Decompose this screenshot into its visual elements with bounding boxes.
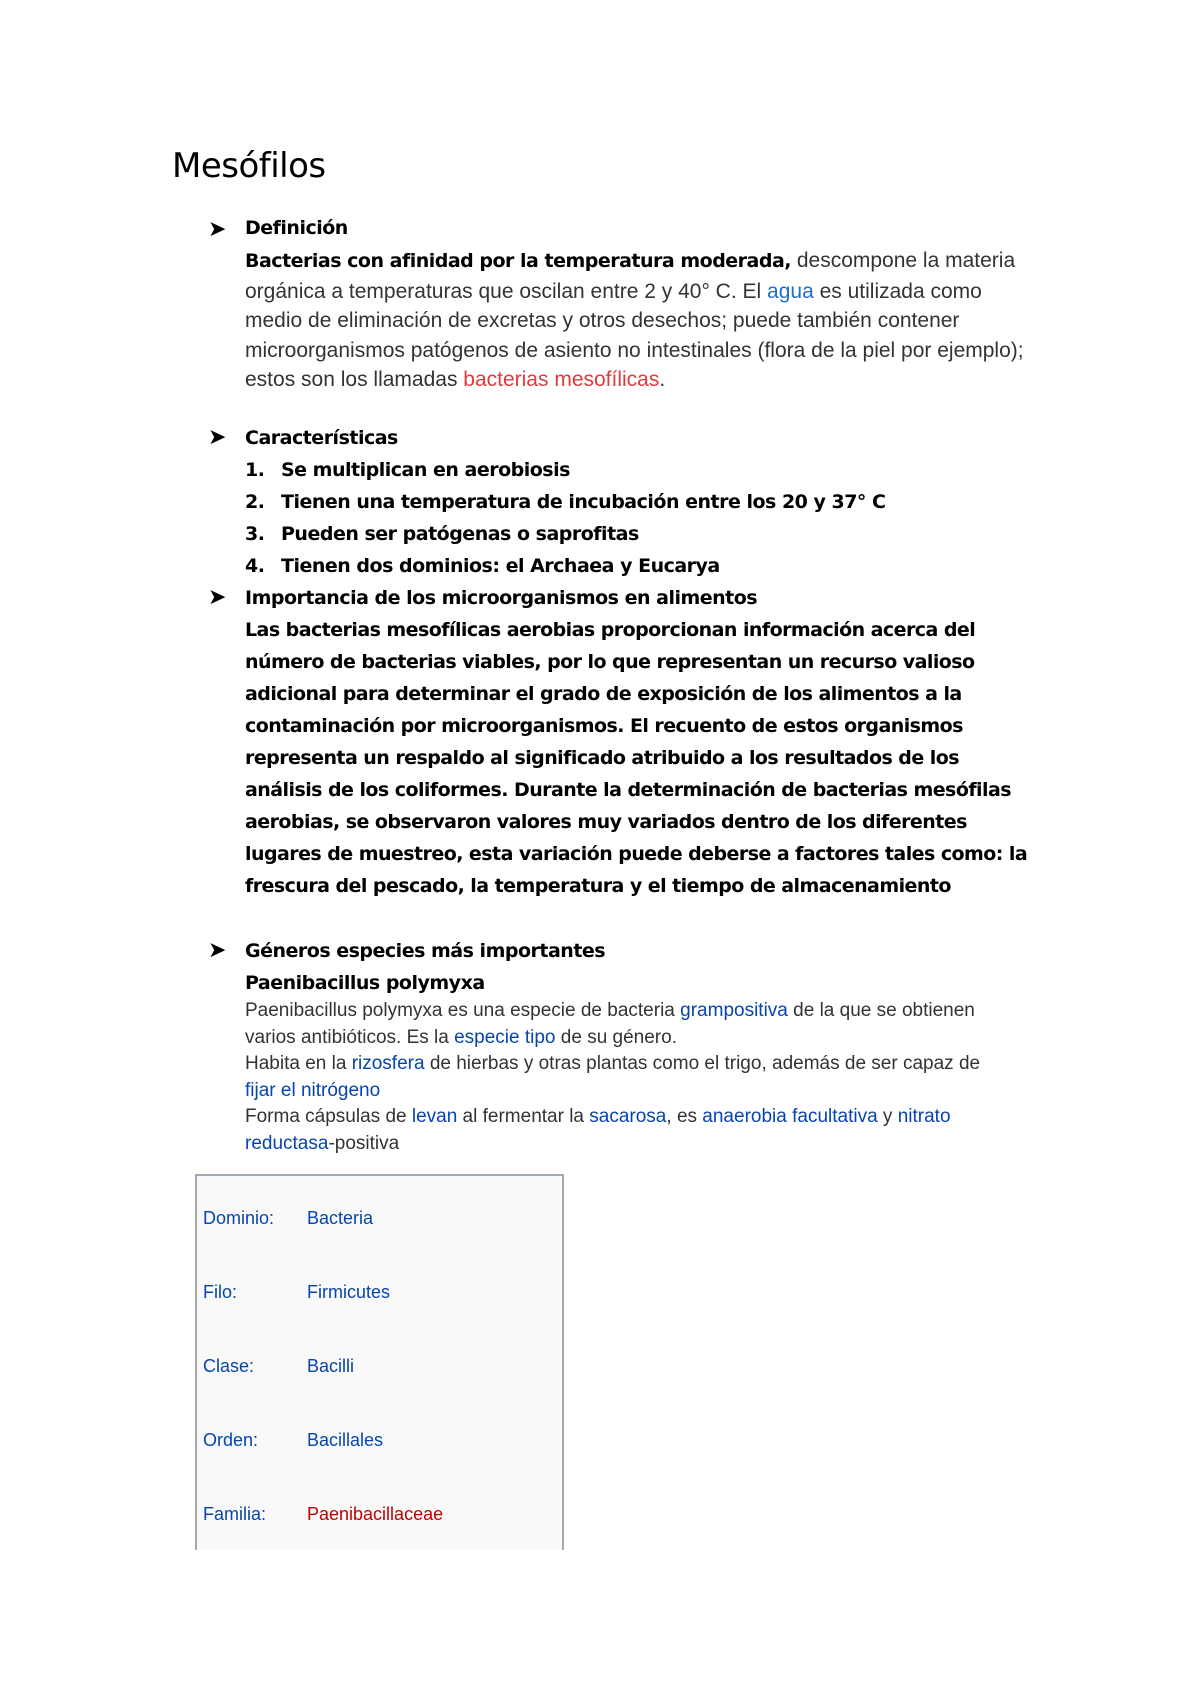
section-heading-generos: Géneros especies más importantes <box>245 940 606 962</box>
especie-tipo-link[interactable]: especie tipo <box>454 1026 556 1048</box>
list-item <box>245 525 639 544</box>
list-item <box>245 461 570 480</box>
taxonomy-value-link[interactable]: Bacteria <box>307 1208 374 1228</box>
species-text: Habita en la <box>245 1053 352 1074</box>
rizosfera-link[interactable]: rizosfera <box>351 1053 425 1074</box>
definicion-lead: Bacterias con afinidad por la temperatura moderada, <box>245 250 792 272</box>
taxonomy-rank: Dominio: <box>203 1208 275 1228</box>
taxonomy-rank: Familia: <box>203 1504 267 1524</box>
taxonomy-row <box>203 1208 373 1229</box>
species-text: Paenibacillus polymyxa es una especie de bacteria <box>245 1000 681 1021</box>
importancia-paragraph: Las bacterias mesofílicas aerobias proporcionan información acerca del número de bacterias viables, por lo que representan un recurso valioso adicional para determinar el grado de exposición de los alimentos a la contaminación por microorganismos. El recuento de estos organismos representa un respaldo al significado atribuido a los resultados de los análisis de los coliformes. Durante la determinación de bacterias mesófilas aerobias, se observaron valores muy variados dentro de los diferentes lugares de muestreo, esta variación puede deberse a factores tales como: la frescura del pescado, la temperatura y el tiempo de almacenamiento <box>245 619 1028 897</box>
taxonomy-value-link[interactable]: Bacillales <box>307 1430 384 1450</box>
species-paragraph-1 <box>245 998 1005 1051</box>
definicion-paragraph <box>245 246 1035 395</box>
taxonomy-infobox <box>195 1174 564 1550</box>
arrow-bullet-icon: ➤ <box>208 425 227 450</box>
species-subheading: Paenibacillus polymyxa <box>245 972 485 994</box>
taxonomy-value-link[interactable]: Paenibacillaceae <box>307 1504 444 1524</box>
species-text: y <box>877 1106 898 1127</box>
taxonomy-value-link[interactable]: Bacilli <box>307 1356 355 1376</box>
list-text: Tienen una temperatura de incubación entre los 20 y 37° C <box>281 491 886 513</box>
levan-link[interactable]: levan <box>411 1106 458 1127</box>
list-item <box>245 493 886 512</box>
list-number: 1. <box>245 459 265 481</box>
anaerobia-facultativa-link[interactable]: anaerobia facultativa <box>702 1106 878 1127</box>
species-paragraph-2 <box>245 1051 1005 1104</box>
taxonomy-rank: Clase: <box>203 1356 255 1376</box>
section-heading-importancia: Importancia de los microorganismos en alimentos <box>245 587 758 609</box>
species-text: al fermentar la <box>457 1106 590 1127</box>
taxonomy-value-link[interactable]: Firmicutes <box>307 1282 391 1302</box>
list-text: Se multiplican en aerobiosis <box>281 459 570 481</box>
nitrato-reductasa-link[interactable]: nitrato reductasa <box>245 1106 951 1154</box>
page-title: Mesófilos <box>172 146 326 186</box>
section-heading-caracteristicas: Características <box>245 427 398 449</box>
list-item <box>245 557 720 576</box>
arrow-bullet-icon: ➤ <box>208 938 227 963</box>
list-text: Tienen dos dominios: el Archaea y Eucarya <box>281 555 720 577</box>
definicion-text: . <box>659 368 666 391</box>
arrow-bullet-icon: ➤ <box>208 585 227 610</box>
grampositiva-link[interactable]: grampositiva <box>680 1000 788 1021</box>
fijar-nitrogeno-link[interactable]: fijar el nitrógeno <box>245 1079 381 1101</box>
taxonomy-rank: Orden: <box>203 1430 259 1450</box>
list-number: 3. <box>245 523 265 545</box>
definicion-text: descompone la materia orgánica a temperaturas que oscilan entre 2 y 40° C. El <box>245 249 1016 303</box>
species-text: -positiva <box>328 1132 400 1154</box>
section-heading-definicion: Definición <box>245 217 348 239</box>
list-number: 4. <box>245 555 265 577</box>
species-text: de su género. <box>555 1026 677 1048</box>
list-number: 2. <box>245 491 265 513</box>
taxonomy-rank: Filo: <box>203 1282 238 1302</box>
sacarosa-link[interactable]: sacarosa <box>589 1106 667 1127</box>
agua-link[interactable]: agua <box>767 279 814 303</box>
bacterias-mesofilicas-link[interactable]: bacterias mesofílicas <box>463 368 660 391</box>
taxonomy-row <box>203 1430 383 1451</box>
taxonomy-row <box>203 1504 443 1525</box>
species-paragraph-3 <box>245 1104 1005 1157</box>
species-text: de hierbas y otras plantas como el trigo, además de ser capaz de <box>424 1053 981 1074</box>
species-text: Forma cápsulas de <box>245 1106 412 1127</box>
list-text: Pueden ser patógenas o saprofitas <box>281 523 639 545</box>
arrow-bullet-icon: ➤ <box>208 217 227 242</box>
taxonomy-row <box>203 1282 390 1303</box>
species-text: , es <box>666 1106 703 1127</box>
taxonomy-row <box>203 1356 354 1377</box>
definicion-text: es utilizada como medio de eliminación de excretas y otros desechos; puede también contener microorganismos patógenos de asiento no intestinales (flora de la piel por ejemplo); estos son los llamadas <box>245 279 1024 391</box>
species-text: de la que se obtienen varios antibióticos. Es la <box>245 1000 975 1048</box>
